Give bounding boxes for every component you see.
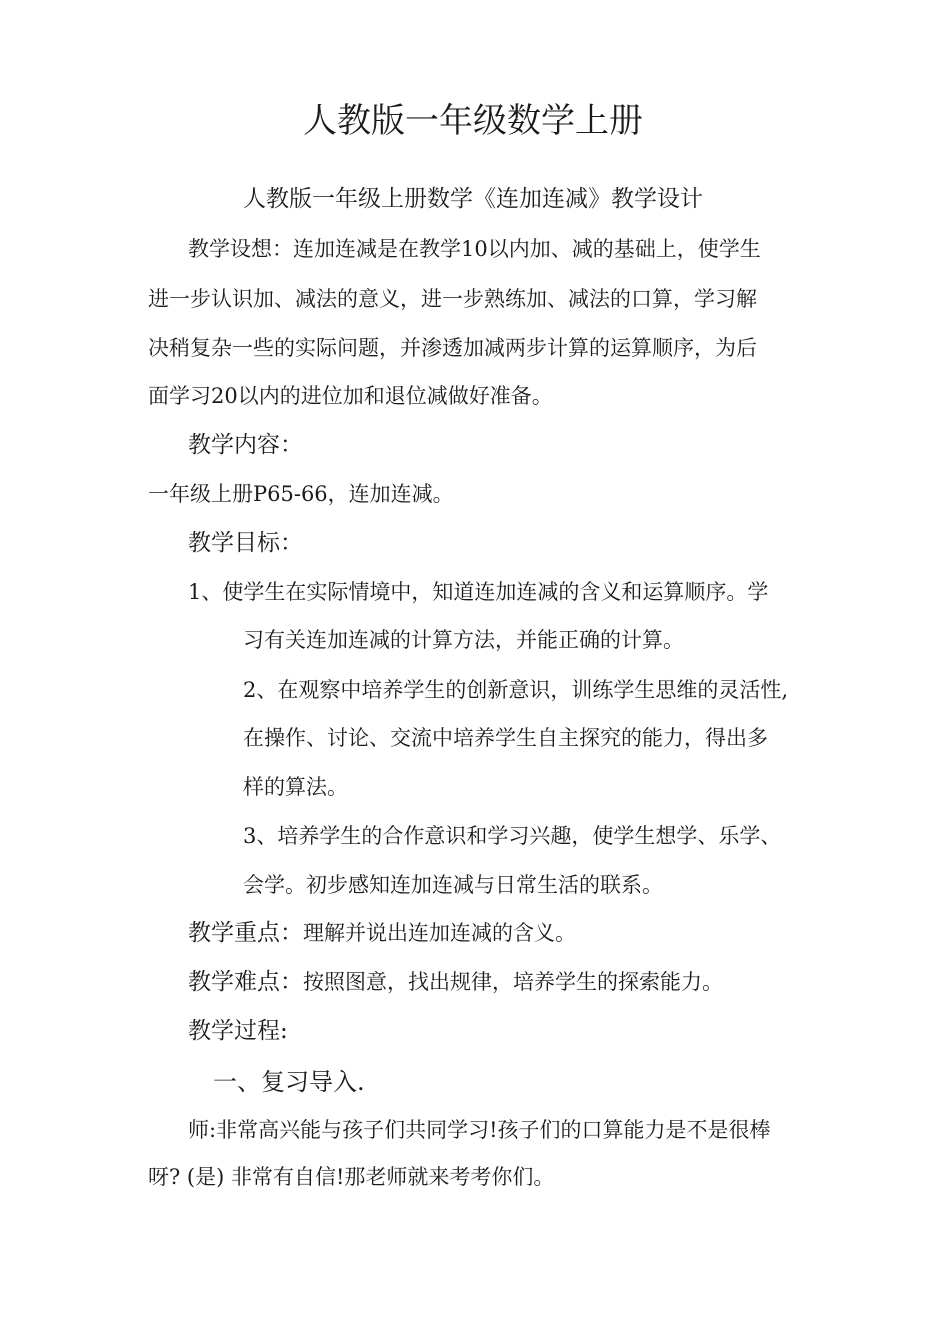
goal-line: 3、培养学生的合作意识和学习兴趣，使学生想学、乐学、: [243, 824, 782, 848]
idea-line: 进一步认识加、减法的意义，进一步熟练加、减法的口算，学习解: [148, 287, 757, 311]
doc-subtitle: 人教版一年级上册数学《连加连减》教学设计: [243, 186, 703, 212]
goal-line: 1、使学生在实际情境中，知道连加连减的含义和运算顺序。学: [188, 580, 769, 604]
idea-line: 面学习20以内的进位加和退位减做好准备。: [148, 384, 553, 408]
key-point: [188, 922, 576, 945]
content-text: 一年级上册P65-66，连加连减。: [148, 482, 454, 506]
goal-line: 2、在观察中培养学生的创新意识，训练学生思维的灵活性,: [243, 678, 789, 702]
dialog-line: 呀? (是) 非常有自信!那老师就来考考你们。: [148, 1165, 555, 1189]
difficulty-label: 教学难点：: [188, 969, 303, 995]
goal-line: 在操作、讨论、交流中培养学生自主探究的能力，得出多: [243, 726, 768, 750]
idea-line: 教学设想：连加连减是在教学10以内加、减的基础上，使学生: [188, 237, 761, 261]
key-label: 教学重点：: [188, 920, 303, 946]
goal-line: 会学。初步感知连加连减与日常生活的联系。: [243, 873, 663, 897]
content-heading: 教学内容：: [188, 432, 303, 458]
key-text: 理解并说出连加连减的含义。: [303, 921, 576, 945]
difficulty-point: [188, 971, 723, 994]
dialog-line: 师:非常高兴能与孩子们共同学习!孩子们的口算能力是不是很棒: [188, 1118, 771, 1142]
process-heading: 教学过程:: [188, 1018, 288, 1044]
idea-line: 决稍复杂一些的实际问题，并渗透加减两步计算的运算顺序，为后: [148, 336, 757, 360]
goals-heading: 教学目标：: [188, 530, 303, 556]
section-one-heading: 一、复习导入.: [213, 1068, 365, 1096]
goal-line: 习有关连加连减的计算方法，并能正确的计算。: [243, 628, 684, 652]
goal-line: 样的算法。: [243, 775, 348, 799]
difficulty-text: 按照图意，找出规律，培养学生的探索能力。: [303, 970, 723, 994]
doc-title: 人教版一年级数学上册: [303, 101, 643, 141]
